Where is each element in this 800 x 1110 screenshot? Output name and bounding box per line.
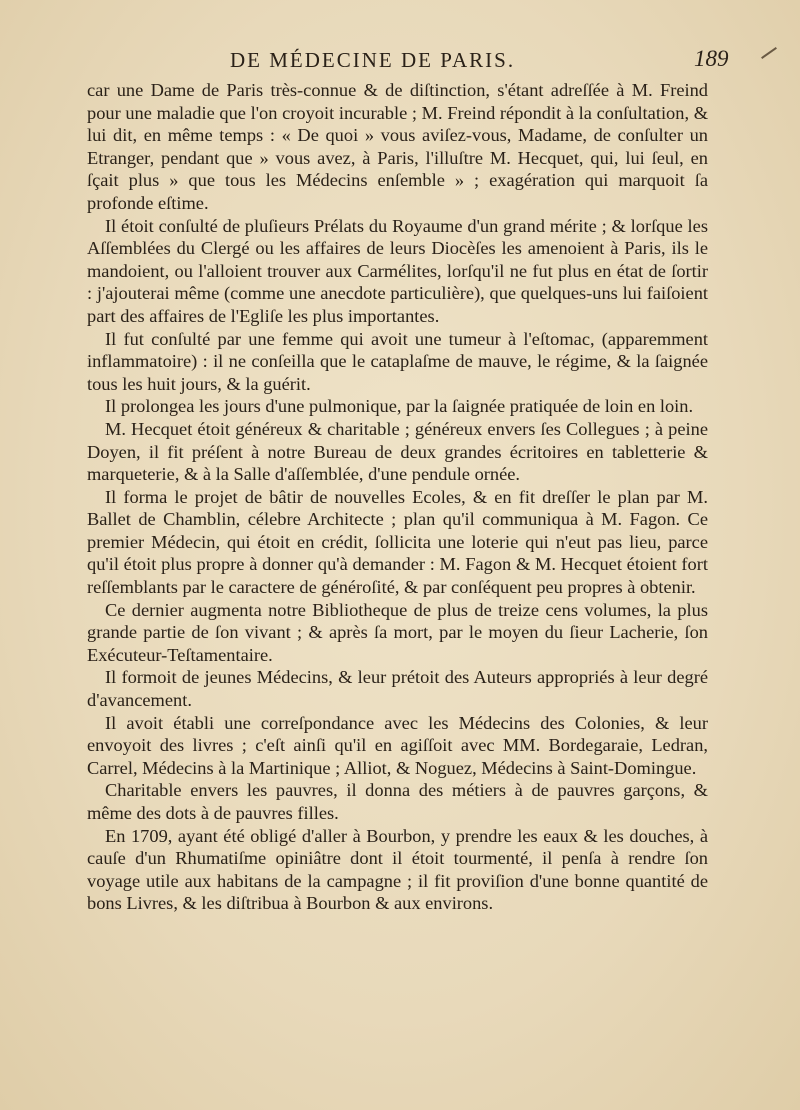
page-header [0,46,800,76]
running-head: DE MÉDECINE DE PARIS. [230,48,516,72]
paragraph: car une Dame de Paris très-connue & de diſtinction, s'étant adreſſée à M. Freind pour une maladie que l'on croyoit incurable ; M. Freind répondit à la conſultation, & lui dit, en même temps : « De quoi » vous aviſez-vous, Madame, de conſulter un Etranger, pendant que » vous avez, à Paris, l'illuſtre M. Hecquet, qui, lui ſeul, en ſçait plus » que tous les Médecins enſemble » ; exagération qui marquoit ſa profonde eſtime. [87,80,708,213]
paragraph: Ce dernier augmenta notre Bibliotheque de plus de treize cens volumes, la plus grande partie de ſon vivant ; & après ſa mort, par le moyen du ſieur Lacherie, ſon Exécuteur-Teſtamentaire. [87,599,708,665]
paragraph: En 1709, ayant été obligé d'aller à Bourbon, y prendre les eaux & les douches, à cauſe d'un Rhumatiſme opiniâtre dont il étoit tourmenté, il penſa à rendre ſon voyage utile aux habitans de la campagne ; il fit proviſion d'une bonne quantité de bons Livres, & les diſtribua à Bourbon & aux environs. [87,825,708,914]
paragraph: Il prolongea les jours d'une pulmonique, par la ſaignée pratiquée de loin en loin. [105,396,694,417]
paragraph: Il fut conſulté par une femme qui avoit une tumeur à l'eſtomac, (apparemment inflammatoire) : il ne conſeilla que le cataplaſme de mauve, le régime, & la ſaignée tous les huit jours, & la guérit. [87,328,708,394]
paragraph: Charitable envers les pauvres, il donna des métiers à de pauvres garçons, & même des dots à de pauvres filles. [87,780,708,823]
page-number: 189 [694,46,729,71]
paragraph: Il formoit de jeunes Médecins, & leur prétoit des Auteurs appropriés à leur degré d'avancement. [87,667,708,711]
paragraph: Il étoit conſulté de pluſieurs Prélats du Royaume d'un grand mérite ; & lorſque les Aſſemblées du Clergé ou les affaires de leurs Diocèſes les amenoient à Paris, ils le mandoient, ou l'alloient trouver aux Carmélites, lorſqu'il ne fut plus en état de ſortir : j'ajouterai même (comme une anecdote particulière), que quelques-uns lui faiſoient part des affaires de l'Egliſe les plus importantes. [87,215,708,326]
paragraph: Il avoit établi une correſpondance avec les Médecins des Colonies, & leur envoyoit des livres ; c'eſt ainſi qu'il en agiſſoit avec MM. Bordegaraie, Ledran, Carrel, Médecins à la Martinique ; Alliot, & Noguez, Médecins à Saint-Domingue. [87,712,708,778]
paragraph: M. Hecquet étoit généreux & charitable ; généreux envers ſes Collegues ; à peine Doyen, il fit préſent à notre Bureau de deux grandes écritoires en tabletterie & marqueterie, & à la Salle d'aſſemblée, d'une pendule ornée. [87,418,708,485]
body-text [87,79,708,915]
paragraph: Il forma le projet de bâtir de nouvelles Ecoles, & en fit dreſſer le plan par M. Ballet de Chamblin, célebre Architecte ; plan qu'il communiqua à M. Fagon. Ce premier Médecin, qui étoit en crédit, ſollicita une loterie qui n'eut pas lieu, parce qu'il étoit plus propre à donner qu'à demander : M. Fagon & M. Hecquet étoient fort reſſemblants par le caractere de généroſité, & par conſéquent peu propres à obtenir. [87,486,708,598]
